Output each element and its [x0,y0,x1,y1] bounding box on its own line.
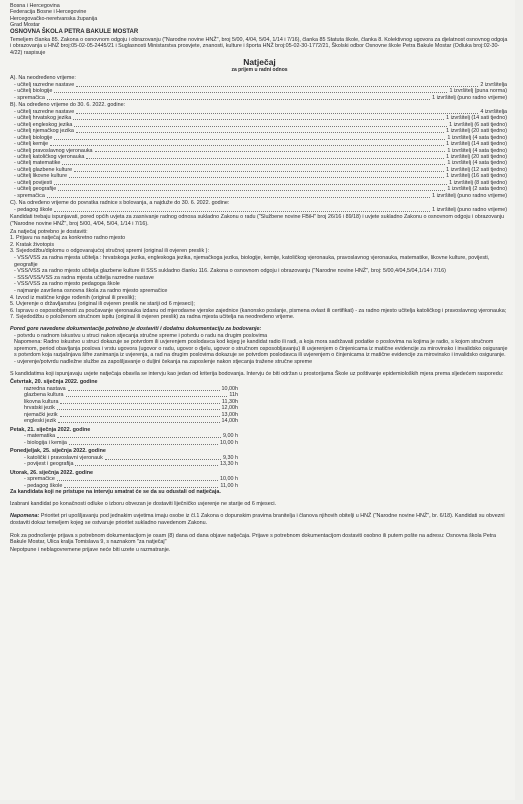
schedule-slot-value: 13,30 h [220,461,238,468]
schedule-slot [10,418,240,424]
dotted-leader [57,437,221,438]
conditions-line: 2. Kratak životopis [10,241,55,248]
schedule-slot-name: - matematika [24,433,56,440]
position-row-name: - učitelj njemačkog jezika [14,128,74,135]
note-text: Prioritet pri upošljavanju pod jednakim uvjetima imaju osobe iz čl.1 Zakona o dopunskim pravima branitelja i članova njihovih obitelji u HNŽ ("Narodne novine HNŽ", br. 6/18). Kandidati su obvezni dostaviti dokaz temeljem kojeg se ostvaruje prioritet sukladno navedenom Zakonu. [10,513,505,527]
schedule-slot-name: glazbena kultura [24,392,64,399]
dotted-leader [54,184,447,185]
section-a [10,75,509,101]
document-title: Natječaj [243,57,276,68]
conditions-line: 1. Prijavu na natječaj za konkretno radno mjesto [10,235,126,242]
additional-line: - potvrdu o radnom iskustvu u struci nakon stjecanja stručne spreme i potvrdu o radu na drugim poslovima [14,332,268,339]
schedule-slot-name: - biologija i kemija [24,439,67,446]
schedule-slot-value: 13,00h [221,411,238,418]
position-row-name: - učitelj geografije [14,186,57,193]
conditions-line: Za natječaj potrebno je dostaviti: [10,228,88,235]
schedule-day: Petak, 21. siječnja 2022. godine [10,426,91,433]
position-row-value: 1 izvršitelj (puna norma) [449,88,507,95]
dotted-leader [69,177,444,178]
schedule-slot-value: 11h [229,392,238,399]
dotted-leader [58,190,445,191]
schedule-day: Utorak, 26. siječnja 2022. godine [10,469,93,476]
position-row-value: 1 izvršitelj (4 sata tjedno) [447,160,507,167]
letterhead-line: Hercegovačko-neretvanska županija [10,15,98,22]
position-row-name: - učitelj hrvatskog jezika [14,115,72,122]
dotted-leader [60,416,220,417]
position-row-value: 1 izvršitelj (6 sati tjedno) [449,121,507,128]
conditions-line: 7. Svjedodžbu o položenom stručnom ispitu (original ili ovjeren preslik) za radna mjesta učitelja na neodređeno vrijeme. [10,314,295,321]
position-row [10,207,509,213]
dotted-leader [86,158,444,159]
dotted-leader [75,465,218,466]
schedule-slot [10,461,240,467]
dotted-leader [69,444,218,445]
additional-line: Napomena: Radno iskustvo u struci dokazuje se potvrdom ili uvjerenjem poslodavca kod kojeg je kandidat radio ili radi, a koja mora sadržavati podatke o poslovima na kojima je radio, s kojom stručnom spremom, period obavljanja poslova i vrstu ugovora (ugovor o radu, ugovor o djelu, ugovor o stručnom osposobljavanju) ili uvjerenjem o činjenicama iz matične evidencije za mirovinsko i invalidsko osiguranje s potvrdom koja razjašnjava šifre zanimanja iz uvjerenja, a rad na drugim poslovima dokazuje se potvrdom poslodavca ili uvjerenjem o činjenicama iz matične evidencije za mirovinsko i invalidsko osiguranje. [14,339,508,359]
dotted-leader [73,119,444,120]
incomplete-note: Nepotpune i neblagovremene prijave neće biti uzete u razmatranje. [10,546,171,553]
schedule-slot-value: 11,30h [221,398,238,405]
position-row-value: 1 izvršitelj (4 sata tjedno) [447,134,507,141]
schedule-slot-value: 14,00h [221,418,238,425]
dotted-leader [57,409,220,410]
section-b-label: B). Na određeno vrijeme do 30. 6. 2022. godine: [10,102,126,108]
schedule-slot-name: razredna nastava [24,385,66,392]
position-row-value: 4 izvršitelja [480,108,507,115]
schedule-slot-name: njemački jezik [24,411,58,418]
position-row-name: - učitelj glazbene kulture [14,166,73,173]
dotted-leader [76,113,478,114]
position-row-name: - učitelj likovne kulture [14,173,68,180]
position-row-value: 1 izvršitelj (puno radno vrijeme) [432,192,507,199]
intro-paragraph: Temeljem članka 85. Zakona o osnovnom odgoju i obrazovanju ("Narodne novine HNŽ", broj 5/00, 4/04, 5/04, 1/14 i 7/16), članka 85 Statuta škole, članka 8. Kolektivnog ugovora za djelatnost osnovnog odgoja i obrazovanja u HNŽ broj:05-02-05-2445/21 i Suglasnosti Ministarstva prosvjete, znanosti, kulture i športa HNŽ broj:05-02-30-1772/21, Školski odbor Osnovne škole Petra Bakule Mostar (Odluka broj:02-30-4/22) raspisuje [10,36,508,56]
position-row-name: - učitelj pravoslavnog vjeronauka [14,147,93,154]
dotted-leader [57,480,218,481]
section-b [10,102,509,199]
dotted-leader [64,487,218,488]
position-row-value: 1 izvršitelj (8 sati tjedno) [449,179,507,186]
conditions-line: 4. Izvod iz matične knjige rođenih (original ili preslik); [10,294,136,301]
conditions-line: 3. Svjedodžbu/diplomu o odgovarajućoj stručnoj spremi (original ili ovjeren preslik ): [10,248,209,255]
schedule-slot-name: - povijest i geografija [24,461,74,468]
position-row [10,95,509,101]
schedule-slot-value: 11,00 h [220,482,238,489]
conditions-line: 6. Ispravu o osposobljenosti za poučavanje vjeronauka izdanu od mjerodavne vjerske zajednice (kanonsko poslanje, pismena ovlast ili certifikat) - za radno mjesto učitelja katoličkog i pravoslavnog vjeronauka; [10,307,507,314]
schedule-slot-value: 10,00 h [220,476,238,483]
dotted-leader [54,211,430,212]
additional-heading: Pored gore navedene dokumentacije potrebno je dostaviti i dodatnu dokumentaciju za bodovanje: [10,325,262,332]
conditions-line: 5. Uvjerenje o državljanstvu (original ili ovjeren preslik ne stariji od 6 mjeseci); [10,301,195,308]
conditions-line: - SSS/VSS/VSS za radna mjesta učitelja razredne nastave [14,274,154,281]
letterhead-line: Grad Mostar [10,22,40,29]
conditions-line: - VSS/VSS za radno mjesto pedagoga škole [14,281,120,288]
schedule-slot-name: - katolički i pravoslavni vjeronauk [24,454,103,461]
section-a-label: A). Na neodređeno vrijeme: [10,74,76,81]
position-row-value: 1 izvršitelj (20 sati tjedno) [446,153,507,160]
dotted-leader [68,390,220,391]
letterhead-line: Bosna i Hercegovina [10,3,60,9]
school-name: OSNOVNA ŠKOLA PETRA BAKULE MOSTAR [10,28,139,35]
schedule-slot-value: 10,00h [221,385,238,392]
position-row-name: - pedagog škole [14,206,53,213]
schedule-slot [10,440,240,446]
position-row-value: 1 izvršitelj (16 sati tjedno) [446,173,507,180]
position-row-name: - učitelj biologije [14,88,53,95]
note-label: Napomena: [10,513,40,520]
position-row-value: 1 izvršitelj (puno radno vrijeme) [432,94,507,101]
schedule-day: Ponedjeljak, 25. siječnja 2022. godine [10,448,106,455]
conditions-paragraph: Kandidati trebaju ispunjavati, pored općih uvjeta za zasnivanje radnog odnosa sukladno Zakonu o radu ("Službene novine FBiH" broj 26/16 i 89/18) i uvjete sukladno Zakonu o osnovnom odgoju i obrazovanju ("Narodne novine HNŽ", broj 5/00, 4/04, 5/04, 1/14 i 7/16). [10,214,505,228]
position-row-value: 1 izvršitelj (4 sata tjedno) [447,147,507,154]
schedule-day: Četvrtak, 20. siječnja 2022. godine [10,379,98,386]
document-subtitle: za prijem u radni odnos [231,66,288,73]
position-row [10,193,509,199]
medical-paragraph: Izabrani kandidat po konačnosti odluke o izboru obvezan je dostaviti liječničko uvjerenje ne starije od 6 mjeseci. [10,500,277,507]
schedule-intro: S kandidatima koji ispunjavaju uvjete natječaja obavila se intervju kao jedan od kriterija bodovanja. Intervju će biti održan u prostorijama Škole uz poštivanje epidemioloških mjera prema sljedećem rasporedu: [10,370,504,377]
dotted-leader [54,92,447,93]
position-row-value: 1 izvršitelj (14 sati tjedno) [446,141,507,148]
dotted-leader [54,139,445,140]
letterhead-line: Federacija Bosne i Hercegovine [10,9,87,16]
position-row-name: - učitelj katoličkog vjeronauka [14,153,85,160]
conditions [10,214,509,321]
dotted-leader [74,171,444,172]
schedule-slot-name: hrvatski jezik [24,405,55,412]
additional-line: - uvjerenje/potvrdu nadležne službe za zapošljavanje o duljini čekanja na zaposlenje nakon stjecanja tražene stručne spreme [14,358,313,365]
dotted-leader [74,126,447,127]
schedule-slot-name: - pedagog škole [24,482,63,489]
section-c-label: C). Na određeno vrijeme do povratka radnice s bolovanja, a najduže do 30. 6. 2022. godine: [10,200,230,207]
schedule-slot-name: engleski jezik [24,418,57,425]
schedule-slot-name: - spremačice [24,476,55,483]
schedule-slot-value: 9,30 h [223,454,238,461]
dotted-leader [76,132,444,133]
position-row-value: 1 izvršitelj (puno radno vrijeme) [432,206,507,213]
position-row-value: 1 izvršitelj (12 sati tjedno) [446,166,507,173]
dotted-leader [60,403,219,404]
position-row-name: - spremačica [14,94,45,101]
dotted-leader [50,145,444,146]
position-row-name: - učitelj biologije [14,134,53,141]
position-row-name: - učitelj engleskog jezika [14,121,73,128]
dotted-leader [105,459,221,460]
interview-schedule [10,371,509,496]
additional-docs [10,326,509,366]
priority-note [10,513,509,526]
schedule-slot-value: 12,00h [221,405,238,412]
dotted-leader [58,422,219,423]
schedule-slot-value: 9,00 h [223,433,238,440]
conditions-line: - najmanje završena osnovna škola za radno mjesto spremačice [14,287,168,294]
letterhead [10,3,509,36]
absent-note: Za kandidata koji ne pristupe na intervju smatrat će se da su odustali od natječaja. [10,489,221,496]
dotted-leader [62,164,445,165]
dotted-leader [95,151,446,152]
position-row-name: - učitelj razredne nastave [14,108,75,115]
section-c [10,200,509,213]
dotted-leader [66,396,228,397]
position-row-name: - spremačica [14,192,45,199]
conditions-line: - VSS/VSS za radna mjesta učitelja : hrvatskoga jezika, engleskoga jezika, njemačkoga jezika, biologije, kemije, katoličkog vjeronauka, pravoslavnog vjeronauka, matematike, likovne kulture, povijesti, geografije [14,255,490,268]
position-row-name: - učitelj matematike [14,160,61,167]
schedule-slot-value: 10,00 h [220,439,238,446]
deadline-paragraph: Rok za podnošenje prijava s potrebnom dokumentacijom je osam (8) dana od dana objave natječaja. Prijave s potrebnom dokumentacijom dostaviti osobno ili putem pošte na adresu: Osnovna škola Petra Bakule Mostar, Ulica kralja Tomislava 9, s naznakom "za natječaj" [10,532,497,546]
position-row-name: - učitelj razredne nastave [14,81,75,88]
position-row-value: 1 izvršitelj (20 sati tjedno) [446,128,507,135]
position-row-value: 1 izvršitelj (14 sati tjedno) [446,115,507,122]
schedule-slot-name: likovna kultura [24,398,59,405]
position-row-name: - učitelj povijesti [14,179,53,186]
dotted-leader [47,197,430,198]
position-row-value: 1 izvršitelj (2 sata tjedno) [447,186,507,193]
position-row-name: - učitelj kemije [14,141,49,148]
dotted-leader [76,86,478,87]
conditions-line: - VSS/VSS za radno mjesto učitelja glazbene kulture ili SSS sukladno članku 116. Zakona o osnovnom odgoju i obrazovanju ("Narodne novine HNŽ", broj: 5/00,4/04,5/04,1/14 i 7/16) [14,268,446,275]
dotted-leader [47,99,430,100]
position-row-value: 2 izvršitelja [480,81,507,88]
